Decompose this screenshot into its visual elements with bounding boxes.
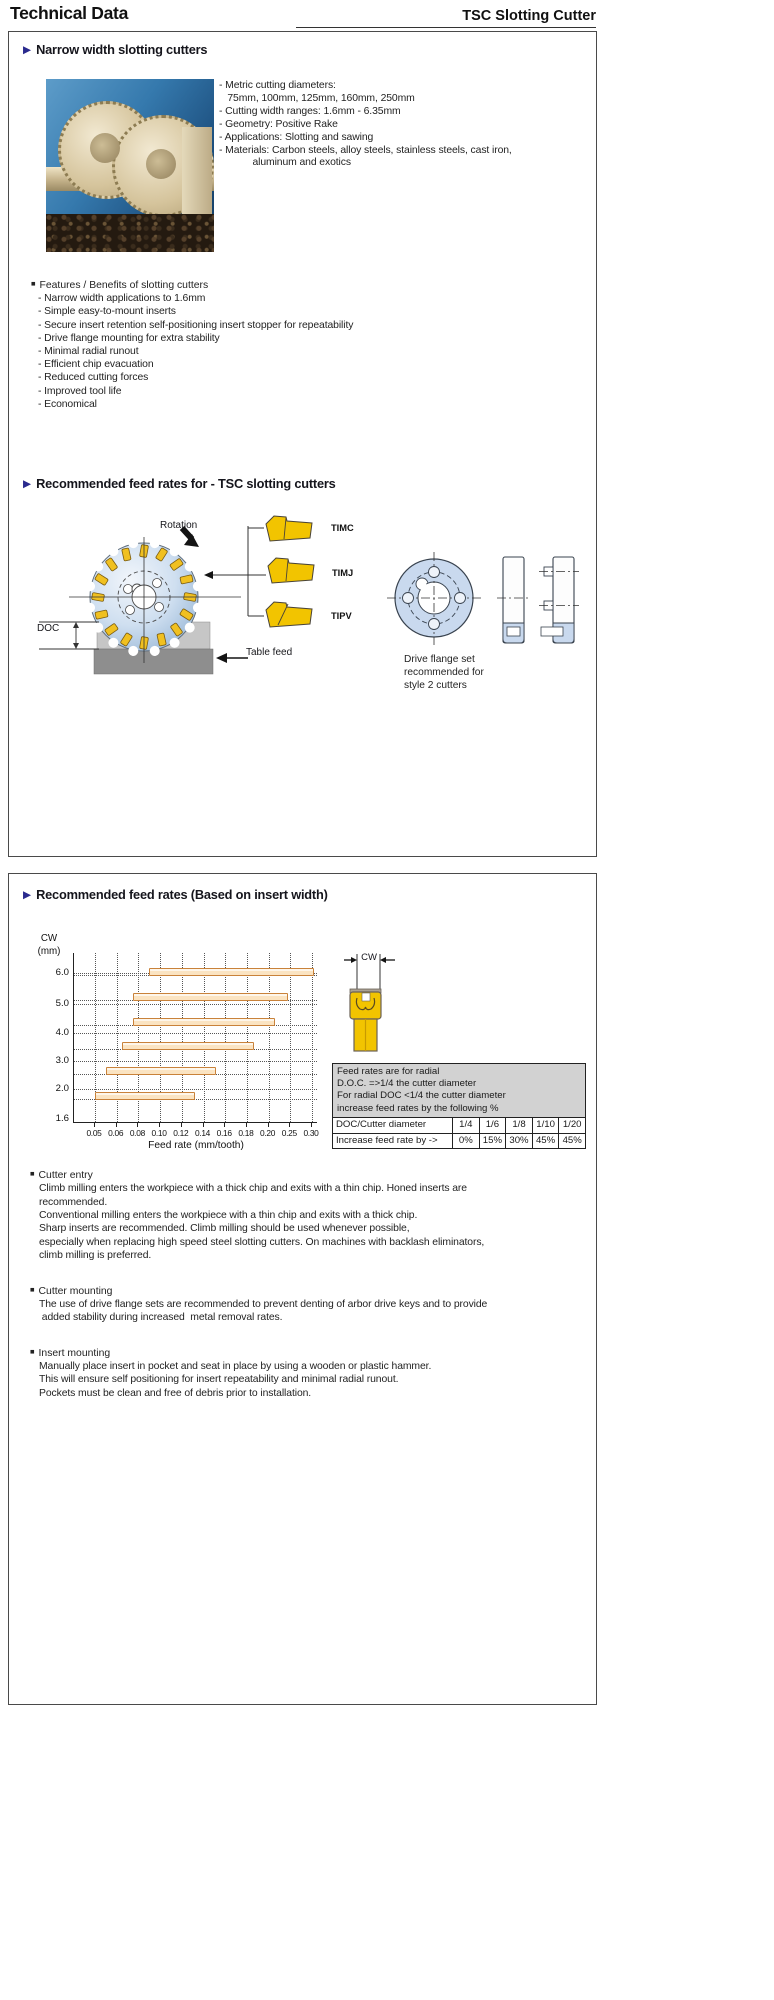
y-tick-label: 6.0 — [55, 967, 69, 978]
y-axis-bottom-label: 1.6 — [55, 1113, 69, 1124]
feature-line: - Minimal radial runout — [38, 346, 139, 358]
grid-line-v — [204, 953, 205, 1122]
doc-label: DOC — [37, 623, 60, 634]
y-tick-label: 2.0 — [55, 1083, 69, 1094]
axis-tick — [289, 1123, 290, 1127]
blade-hub-2 — [146, 149, 176, 179]
table-value-row — [333, 1134, 585, 1149]
section-header-3 — [23, 886, 328, 904]
feed-rate-plot — [73, 953, 317, 1123]
feature-line: - Improved tool life — [38, 385, 122, 397]
page-title: Technical Data — [10, 3, 129, 23]
y-axis-unit: (mm) — [37, 946, 61, 957]
grid-line-v — [225, 953, 226, 1122]
x-tick-label: 0.12 — [173, 1128, 189, 1138]
chart-bar — [133, 1018, 275, 1026]
bullet-icon: ■ — [31, 279, 36, 288]
table-cell: 45% — [533, 1134, 560, 1149]
cutter-blade-drawing — [69, 537, 241, 663]
y-tick-label: 4.0 — [55, 1027, 69, 1038]
table-cell: 1/8 — [506, 1118, 533, 1133]
note-line: increase feed rates by the following % — [337, 1102, 499, 1114]
feature-line: - Efficient chip evacuation — [38, 359, 154, 371]
info-section-title-row — [30, 1345, 586, 1360]
blade-hub-1 — [90, 133, 120, 163]
table-row-values — [453, 1134, 585, 1149]
slotting-cutter-photo — [46, 79, 214, 252]
grid-line-h — [74, 1004, 317, 1005]
section-title: Narrow width slotting cutters — [36, 42, 208, 57]
table-cell: 30% — [506, 1134, 533, 1149]
section-line: The use of drive flange sets are recommended to prevent denting of arbor drive keys and to provide — [39, 1298, 488, 1310]
section-header-1 — [23, 41, 207, 59]
features-block — [31, 277, 353, 411]
table-feed-label: Table feed — [246, 647, 293, 658]
blade-pointer-arrowhead — [204, 571, 213, 579]
x-tick-label: 0.20 — [260, 1128, 276, 1138]
section-arrow-icon: ▶ — [23, 889, 32, 901]
cw-insert-diagram — [343, 948, 397, 1054]
grid-line-h — [74, 1089, 317, 1090]
insert-tipv-drawing — [266, 602, 312, 627]
x-tick-label: 0.08 — [129, 1128, 145, 1138]
section-arrow-icon: ▶ — [23, 478, 32, 490]
grid-line-v — [247, 953, 248, 1122]
table-cell: 0% — [453, 1134, 480, 1149]
feed-rate-note — [332, 1063, 586, 1118]
section-header-2 — [23, 475, 336, 493]
table-feed-arrow — [216, 653, 248, 663]
info-section-title: Cutter mounting — [38, 1285, 113, 1297]
features-title-row — [31, 277, 353, 292]
table-header-row — [333, 1118, 585, 1134]
info-section-title: Insert mounting — [38, 1347, 111, 1359]
feature-line: - Reduced cutting forces — [38, 372, 149, 384]
x-tick-label: 0.16 — [216, 1128, 232, 1138]
x-tick-label: 0.25 — [281, 1128, 297, 1138]
insert-timc-drawing — [266, 516, 312, 541]
chart-bar — [95, 1092, 195, 1100]
x-tick-label: 0.06 — [108, 1128, 124, 1138]
axis-tick — [181, 1123, 182, 1127]
section-title: Recommended feed rates for - TSC slotting cutters — [36, 476, 336, 491]
note-line: For radial DOC <1/4 the cutter diameter — [337, 1090, 506, 1102]
note-line: Feed rates are for radial — [337, 1066, 440, 1077]
flange-side-view-1 — [497, 557, 530, 643]
section-line: Conventional milling enters the workpiece with a thin chip and exits with a thick chip. — [39, 1210, 418, 1222]
info-section-title: Cutter entry — [38, 1170, 93, 1181]
axis-tick — [268, 1123, 269, 1127]
section-arrow-icon: ▶ — [23, 44, 32, 56]
axis-tick — [159, 1123, 160, 1127]
chart-bar — [149, 968, 314, 976]
table-cell: DOC/Cutter diameter — [333, 1118, 453, 1133]
y-tick-label: 5.0 — [55, 998, 69, 1009]
axis-tick — [203, 1123, 204, 1127]
spec-line: - Geometry: Positive Rake — [219, 118, 338, 130]
chart-bar — [133, 993, 288, 1001]
axis-tick — [137, 1123, 138, 1127]
section-line: especially when replacing high speed steel slotting cutters. On machines with backlash eliminators, — [39, 1236, 485, 1248]
grid-line-h — [74, 1061, 317, 1062]
table-header-values — [453, 1118, 585, 1133]
slotting-cutter-diagram — [36, 506, 366, 702]
spec-line: - Materials: Carbon steels, alloy steels, stainless steels, cast iron, — [219, 144, 512, 156]
chart-bar — [122, 1042, 254, 1050]
flange-caption-line: Drive flange set — [404, 654, 475, 665]
info-section-lines — [39, 1298, 586, 1325]
x-tick-label: 0.30 — [303, 1128, 319, 1138]
note-line: D.O.C. =>1/4 the cutter diameter — [337, 1078, 477, 1090]
y-tick-label: 3.0 — [55, 1055, 69, 1066]
feature-line: - Drive flange mounting for extra stability — [38, 332, 220, 344]
insert-bracket — [212, 526, 266, 616]
table-cell: 1/4 — [453, 1118, 480, 1133]
table-cell: 1/6 — [480, 1118, 507, 1133]
features-title: Features / Benefits of slotting cutters — [39, 280, 209, 291]
info-sections — [30, 1167, 586, 1420]
cw-label: CW — [361, 952, 377, 963]
spec-list — [219, 80, 512, 170]
feature-line: - Secure insert retention self-positioning insert stopper for repeatability — [38, 319, 354, 331]
section-line: added stability during increased metal removal rates. — [39, 1312, 283, 1324]
bullet-icon: ■ — [30, 1284, 35, 1294]
product-title: TSC Slotting Cutter — [462, 8, 596, 24]
insert-label-tipv: TIPV — [331, 611, 352, 621]
flange-side-view-2 — [539, 557, 579, 643]
table-cell: 45% — [562, 1134, 582, 1146]
section-line: Manually place insert in pocket and seat in place by using a wooden or plastic hammer. — [39, 1360, 432, 1372]
spec-line: - Applications: Slotting and sawing — [219, 131, 374, 143]
spec-line: aluminum and exotics — [219, 157, 351, 169]
narrow-width-panel — [8, 31, 597, 857]
grid-line-v — [312, 953, 313, 1122]
x-tick-label: 0.05 — [86, 1128, 102, 1138]
flange-front-view — [387, 552, 481, 645]
section-line: Climb milling enters the workpiece with a thick chip and exits with a thin chip. Honed inserts are — [39, 1183, 467, 1195]
section-line: Sharp inserts are recommended. Climb milling should be used whenever possible, — [39, 1223, 410, 1235]
feed-increase-table — [332, 1117, 586, 1149]
info-section-lines — [39, 1360, 586, 1400]
section-line: climb milling is preferred. — [39, 1250, 152, 1262]
table-cell: 1/20 — [562, 1119, 582, 1130]
flange-caption-line: recommended for — [404, 667, 484, 678]
insert-label-timj: TIMJ — [332, 568, 354, 578]
info-section — [30, 1283, 586, 1325]
grid-line-h — [74, 1033, 317, 1034]
axis-tick — [311, 1123, 312, 1127]
chart-area — [36, 930, 336, 1158]
bullet-icon: ■ — [30, 1346, 35, 1356]
x-tick-label: 0.14 — [194, 1128, 211, 1138]
spec-line: 75mm, 100mm, 125mm, 160mm, 250mm — [219, 92, 415, 104]
flange-caption-line: style 2 cutters — [404, 680, 467, 691]
x-tick-label: 0.18 — [238, 1128, 254, 1138]
grid-line-v — [269, 953, 270, 1122]
axis-tick — [246, 1123, 247, 1127]
flange-caption — [404, 653, 484, 692]
insert-timj-drawing — [268, 558, 314, 583]
info-section-title-row — [30, 1283, 586, 1298]
spec-line: - Metric cutting diameters: — [219, 80, 336, 91]
section-line: This will ensure self positioning for insert repeatability and minimal radial runout. — [39, 1374, 399, 1386]
section-line: Pockets must be clean and free of debris prior to installation. — [39, 1387, 312, 1399]
title-underline — [296, 27, 596, 28]
x-axis-title: Feed rate (mm/tooth) — [148, 1140, 244, 1151]
feature-line: - Narrow width applications to 1.6mm — [38, 293, 206, 305]
bullet-icon: ■ — [30, 1169, 35, 1178]
section-title: Recommended feed rates (Based on insert width) — [36, 887, 328, 902]
grid-line-v — [290, 953, 291, 1122]
table-cell: 1/10 — [533, 1118, 560, 1133]
machine-part — [182, 127, 212, 221]
features-list — [38, 292, 353, 411]
y-axis-title: CW — [40, 933, 58, 944]
feature-line: - Simple easy-to-mount inserts — [38, 306, 176, 318]
info-section — [30, 1167, 586, 1263]
table-cell: Increase feed rate by -> — [333, 1134, 453, 1149]
x-tick-label: 0.10 — [151, 1128, 167, 1138]
axis-tick — [116, 1123, 117, 1127]
rotation-label: Rotation — [160, 520, 198, 531]
metal-chips — [46, 214, 214, 252]
table-cell: 15% — [480, 1134, 507, 1149]
info-section-lines — [39, 1182, 586, 1262]
info-section — [30, 1345, 586, 1400]
feature-line: - Economical — [38, 398, 97, 410]
axis-tick — [224, 1123, 225, 1127]
axis-tick — [94, 1123, 95, 1127]
spec-line: - Cutting width ranges: 1.6mm - 6.35mm — [219, 105, 401, 117]
section-line: recommended. — [39, 1196, 108, 1208]
chart-bar — [106, 1067, 217, 1075]
insert-label-timc: TIMC — [331, 523, 354, 533]
info-section-title-row — [30, 1167, 586, 1182]
